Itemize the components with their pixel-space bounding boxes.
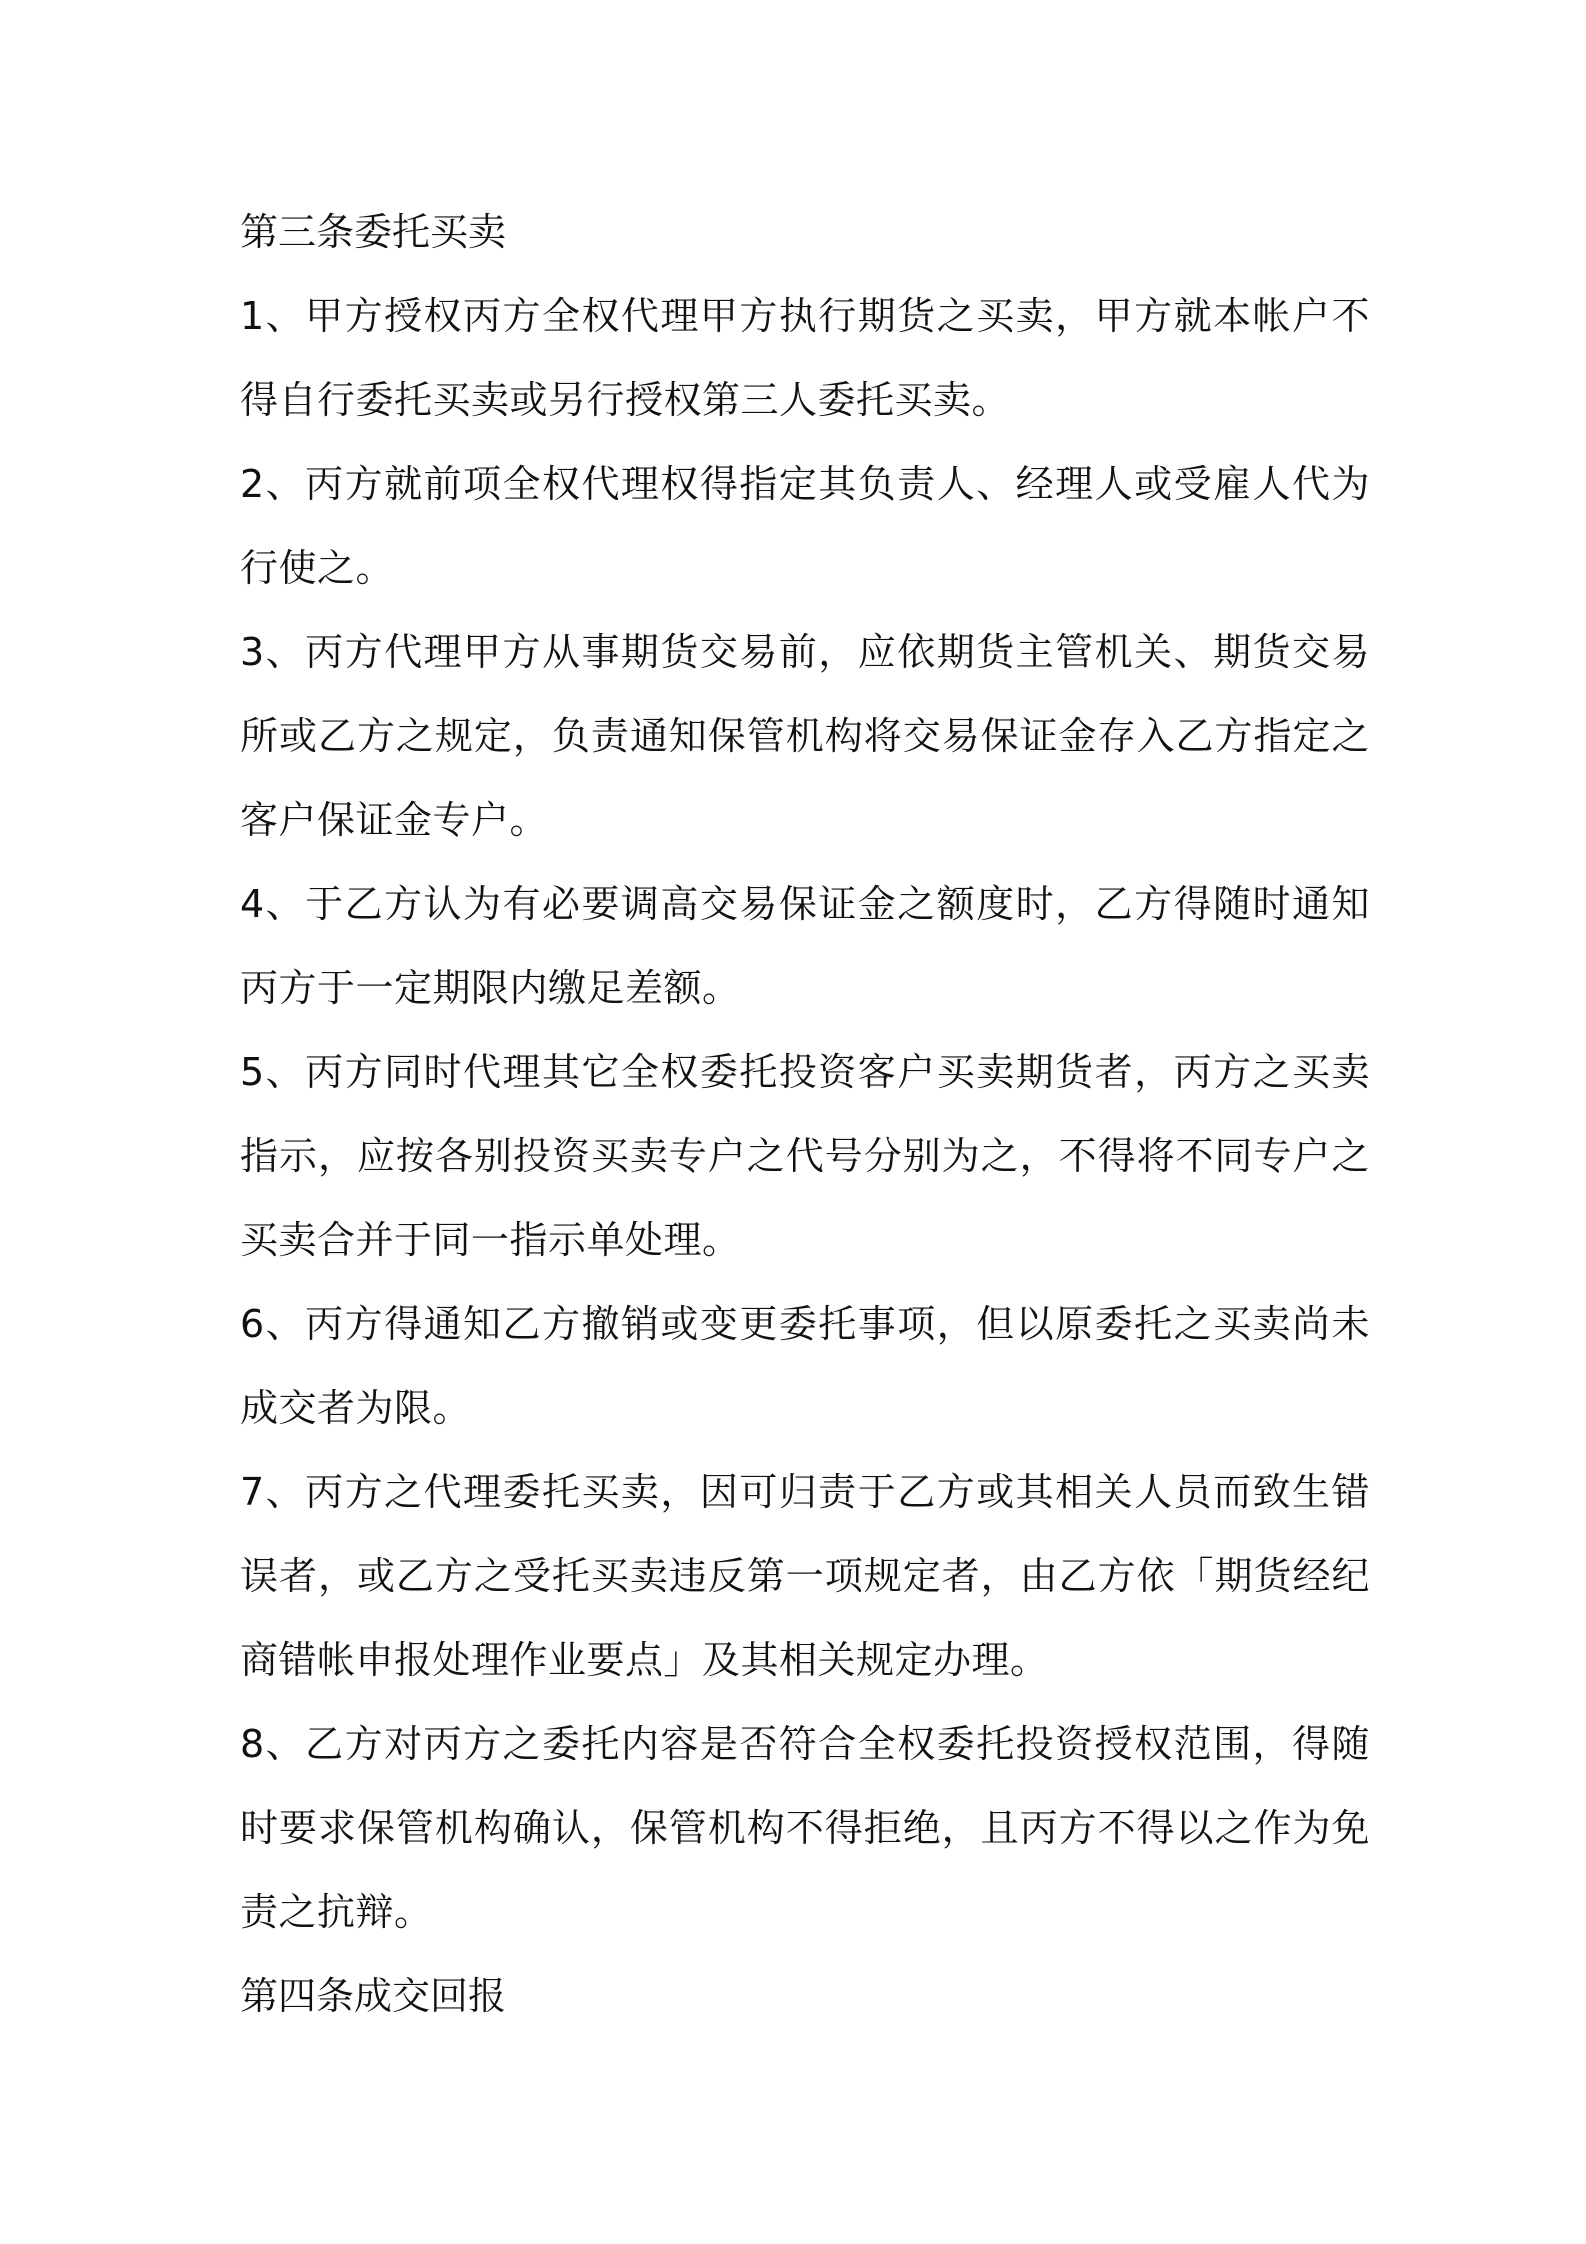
clause-5: 5、丙方同时代理其它全权委托投资客户买卖期货者，丙方之买卖指示，应按各别投资买卖专户之代号分别为之，不得将不同专户之买卖合并于同一指示单处理。	[240, 1050, 1370, 1262]
section-4-title: 第四条成交回报	[240, 1974, 507, 2018]
clause-8: 8、乙方对丙方之委托内容是否符合全权委托投资授权范围，得随时要求保管机构确认，保管机构不得拒绝，且丙方不得以之作为免责之抗辩。	[240, 1722, 1370, 1934]
clause-1: 1、甲方授权丙方全权代理甲方执行期货之买卖，甲方就本帐户不得自行委托买卖或另行授权第三人委托买卖。	[240, 294, 1370, 422]
clause-2: 2、丙方就前项全权代理权得指定其负责人、经理人或受雇人代为行使之。	[240, 462, 1370, 590]
clause-3: 3、丙方代理甲方从事期货交易前，应依期货主管机关、期货交易所或乙方之规定，负责通知保管机构将交易保证金存入乙方指定之客户保证金专户。	[240, 630, 1370, 842]
clause-6: 6、丙方得通知乙方撤销或变更委托事项，但以原委托之买卖尚未成交者为限。	[240, 1302, 1370, 1430]
section-3-title: 第三条委托买卖	[240, 210, 507, 254]
clause-7: 7、丙方之代理委托买卖，因可归责于乙方或其相关人员而致生错误者，或乙方之受托买卖违反第一项规定者，由乙方依「期货经纪商错帐申报处理作业要点」及其相关规定办理。	[240, 1470, 1370, 1682]
document-body	[240, 190, 1370, 2038]
clause-4: 4、于乙方认为有必要调高交易保证金之额度时，乙方得随时通知丙方于一定期限内缴足差额。	[240, 882, 1370, 1010]
